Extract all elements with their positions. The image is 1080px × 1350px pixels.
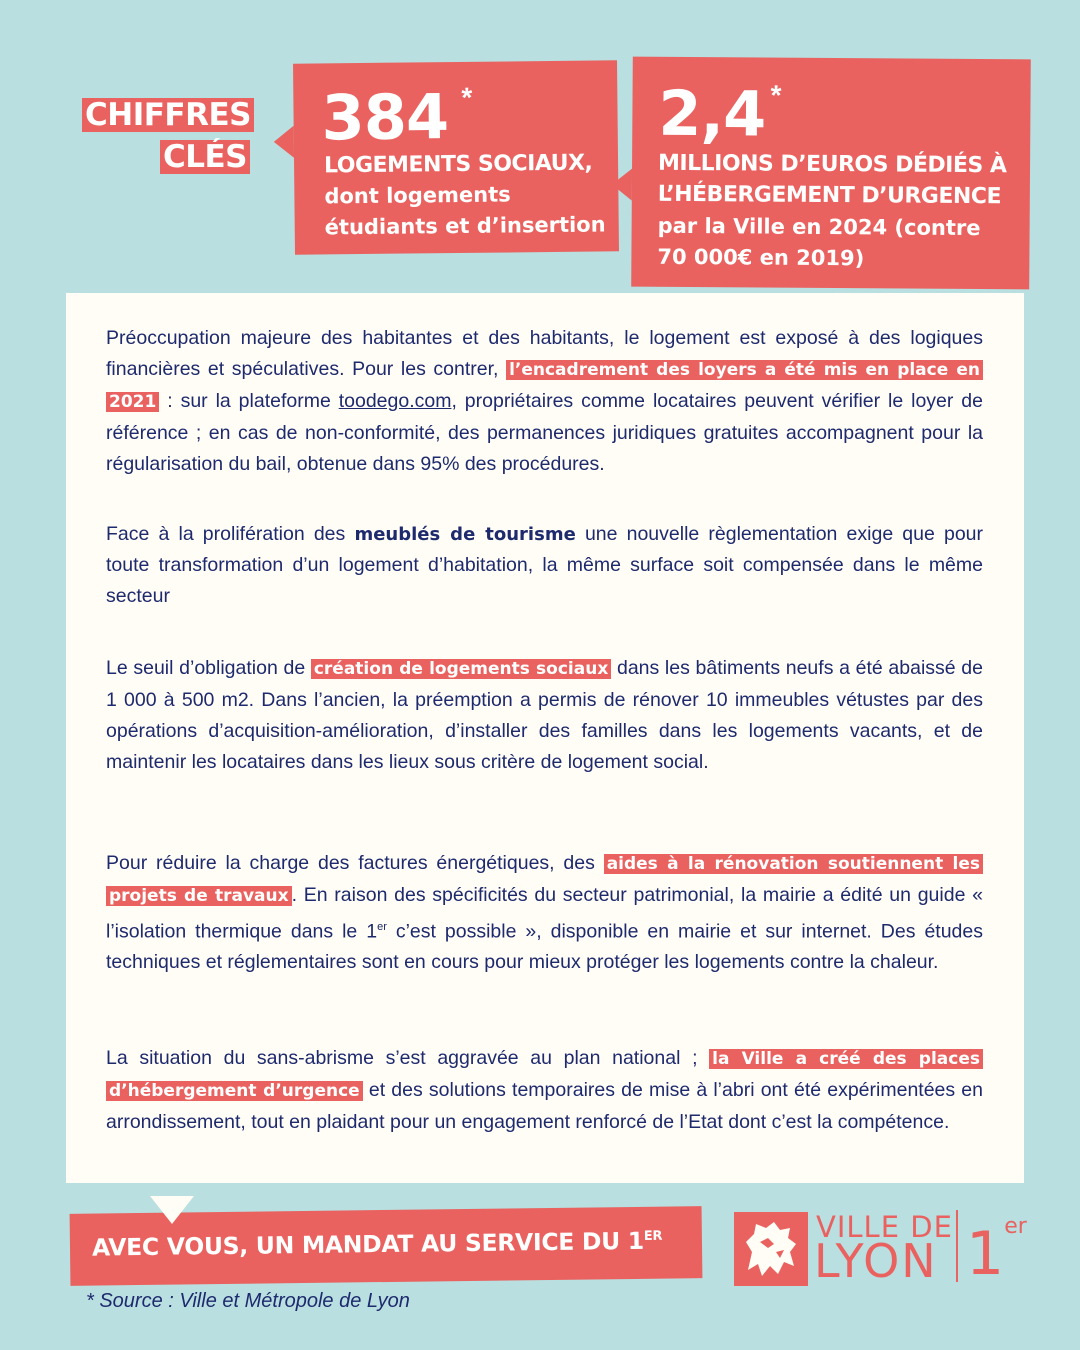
speech-tail bbox=[150, 1196, 194, 1224]
p5-text-end: et des solutions temporaires de mise à l’abri ont été expérimentées en arrondissement, tout en plaidant pour un engagement renforcé de l’Etat dont c’est la compétence. bbox=[106, 1078, 984, 1133]
stat2-title-line1: MILLIONS D’EUROS DÉDIÉS À bbox=[657, 150, 1007, 179]
p5-text: La situation du sans-abrisme s’est aggravée au plan national ; bbox=[106, 1046, 710, 1069]
p2-bold: meublés de tourisme bbox=[354, 523, 576, 545]
stat2-subtitle-line2: 70 000€ en 2019) bbox=[657, 244, 865, 271]
key-figures-line2: CLÉS bbox=[160, 140, 250, 174]
stat2-value: 2,4 bbox=[658, 76, 766, 151]
toodego-link[interactable]: toodego.com bbox=[338, 389, 452, 412]
stat1-value: 384 bbox=[321, 80, 449, 155]
p4-text-end: c’est possible », disponible en mairie et sur internet. Des études techniques et réglementaires sont en cours pour mieux protéger les logements contre la chaleur. bbox=[106, 920, 983, 973]
stat1-subtitle-line1: dont logements bbox=[324, 182, 511, 209]
p4-text-middle: . En raison des spécificités du secteur patrimonial, la mairie a édité un guide « l’isolation thermique dans le 1 bbox=[106, 883, 983, 942]
p1-text: Préoccupation majeure des habitantes et des habitants, le logement est exposé à des logiques financières et spéculatives. Pour les contrer, bbox=[106, 326, 983, 380]
logo-arrondissement bbox=[966, 1214, 1027, 1289]
p3-text: Le seuil d’obligation de bbox=[106, 656, 311, 679]
logo-separator bbox=[956, 1210, 958, 1282]
p3-highlight: création de logements sociaux bbox=[311, 659, 611, 679]
p2-text-end: une nouvelle règlementation exige que pour toute transformation d’un logement d’habitation, la même surface soit compensée dans le même secteur bbox=[106, 522, 984, 607]
stat-emergency-housing bbox=[631, 57, 1031, 290]
stat-social-housing bbox=[293, 60, 619, 254]
ville-de-lyon-logo bbox=[734, 1208, 1034, 1289]
key-figures-label bbox=[82, 98, 254, 174]
p3-text-end: dans les bâtiments neufs a été abaissé de 1 000 à 500 m2. Dans l’ancien, la préemption a permis de rénover 10 immeubles vétustes par des opérations d’acquisition-amélioration, d’installer des familles dans les logements vacants, et de maintenir les locataires dans les lieux sous critère de logement social. bbox=[106, 656, 983, 773]
logo-arrondissement-number: 1 bbox=[966, 1219, 1005, 1289]
paragraph-renovation bbox=[106, 848, 983, 979]
stat2-asterisk: * bbox=[770, 79, 782, 111]
stat1-title: LOGEMENTS SOCIAUX, bbox=[323, 150, 593, 179]
paragraph-tourist-rentals bbox=[106, 519, 983, 612]
stat1-asterisk: * bbox=[461, 81, 473, 113]
logo-arrondissement-sup: er bbox=[1004, 1214, 1027, 1239]
p5-highlight: la Ville a créé des places d’hébergement d’urgence bbox=[106, 1049, 983, 1101]
p2-text: Face à la prolifération des bbox=[106, 522, 355, 545]
key-figures-line1: CHIFFRES bbox=[82, 98, 254, 132]
logo-ville-de: VILLE DE bbox=[816, 1210, 953, 1244]
stat2-title-line2: L’HÉBERGEMENT D’URGENCE bbox=[657, 181, 1002, 210]
paragraph-rent-control bbox=[106, 323, 983, 480]
p1-highlight: l’encadrement des loyers a été mis en place en 2021 bbox=[106, 360, 983, 412]
stat1-subtitle-line2: étudiants et d’insertion bbox=[324, 212, 606, 240]
p1-text-middle: : sur la plateforme bbox=[159, 389, 339, 412]
paragraph-homelessness bbox=[106, 1043, 983, 1138]
paragraph-social-housing bbox=[106, 653, 983, 778]
logo-lyon: LYON bbox=[814, 1234, 938, 1288]
stat2-subtitle-line1: par la Ville en 2024 (contre bbox=[657, 213, 981, 241]
source-note: * Source : Ville et Métropole de Lyon bbox=[86, 1290, 410, 1312]
mandate-banner-text: AVEC VOUS, UN MANDAT AU SERVICE DU 1 bbox=[91, 1226, 645, 1262]
mandate-banner-sup: ER bbox=[643, 1228, 663, 1245]
p4-superscript: er bbox=[377, 920, 387, 933]
content-card bbox=[66, 293, 1024, 1183]
lion-icon bbox=[734, 1212, 808, 1286]
p4-text: Pour réduire la charge des factures énergétiques, des bbox=[106, 851, 604, 874]
p4-highlight: aides à la rénovation soutiennent les projets de travaux bbox=[106, 854, 983, 906]
p1-text-end: , propriétaires comme locataires peuvent vérifier le loyer de référence ; en cas de non-conformité, des permanences juridiques gratuites accompagnent pour la régularisation du bail, obtenue dans 95% des procédures. bbox=[106, 389, 984, 475]
